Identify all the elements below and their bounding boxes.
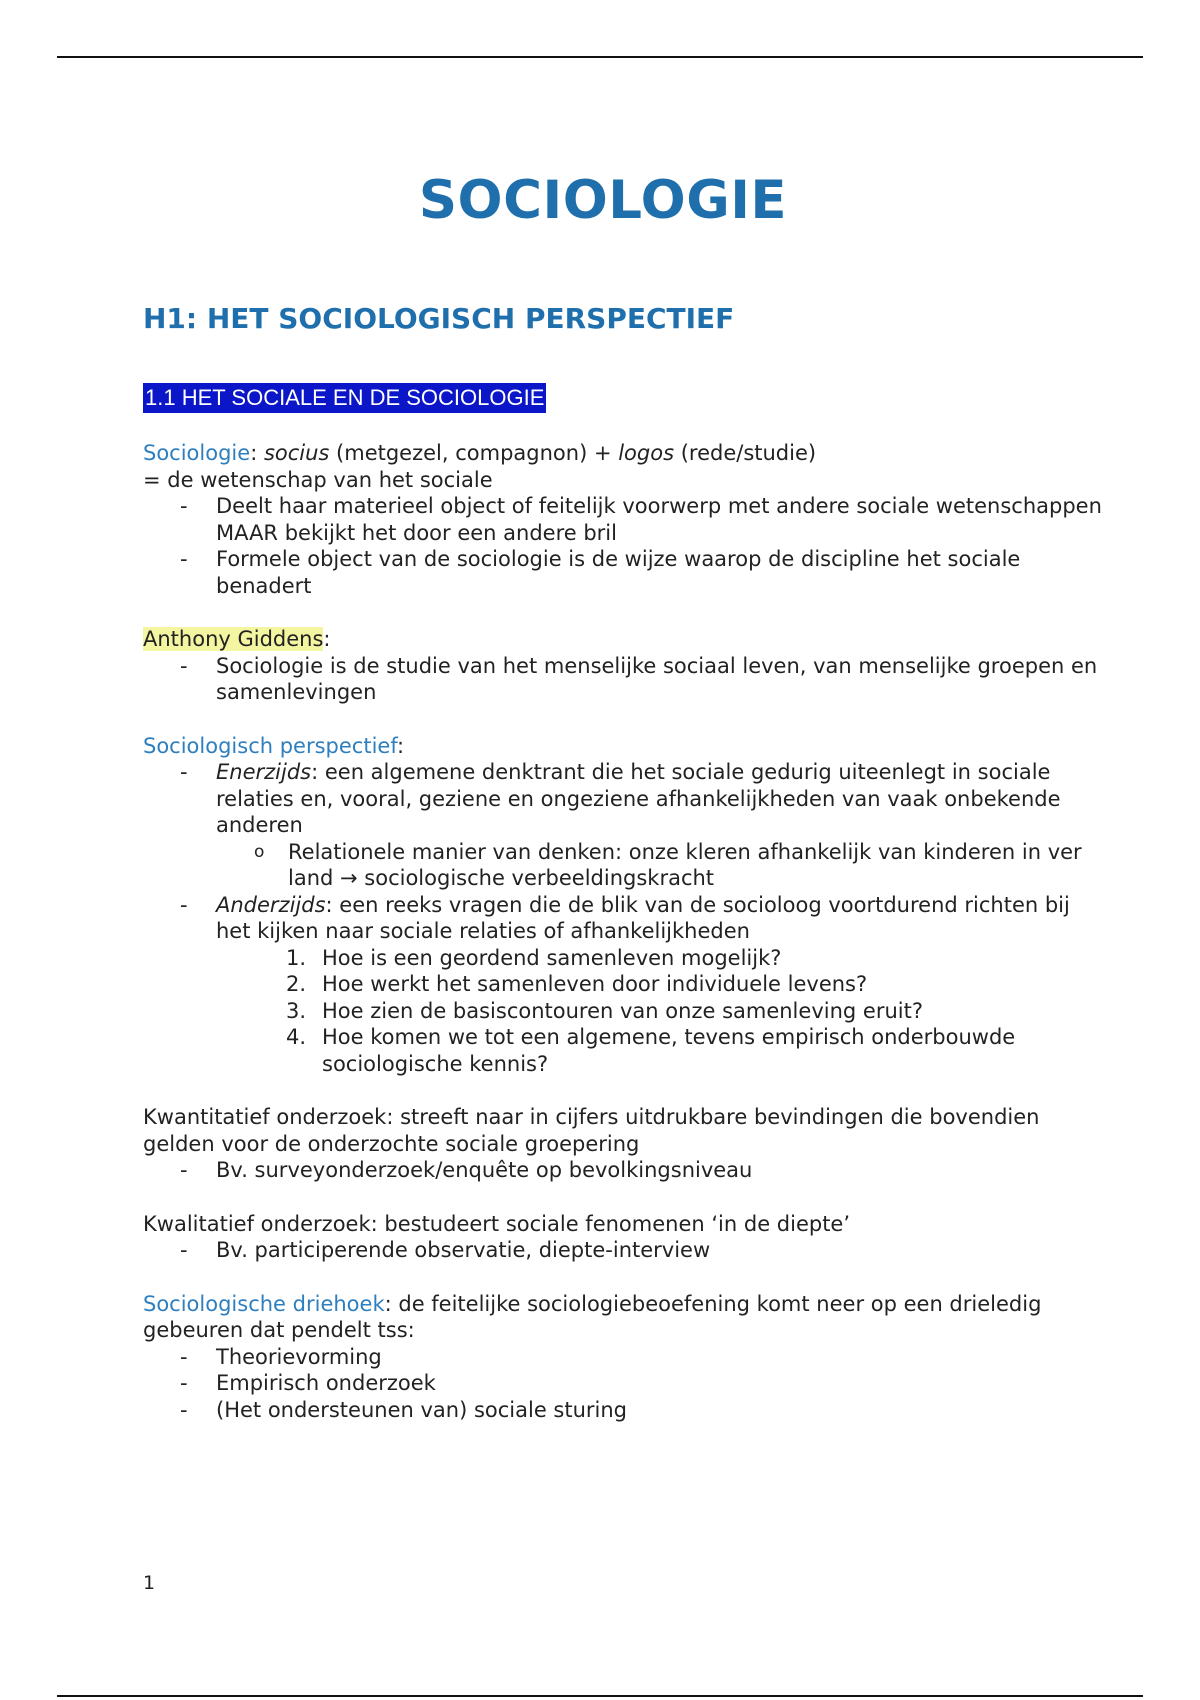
- dash-bullet: -: [180, 653, 188, 678]
- dash-bullet: -: [180, 892, 188, 917]
- driehoek-line: Sociologische driehoek: de feitelijke sociologiebeoefening komt neer op een drieledig gebeuren dat pendelt tss:: [143, 1291, 1042, 1342]
- list-item: - Bv. surveyonderzoek/enquête op bevolkingsniveau: [180, 1158, 753, 1182]
- dash-bullet: -: [180, 1238, 188, 1262]
- kwalitatief-line: Kwalitatief onderzoek: bestudeert sociale fenomenen ‘in de diepte’: [143, 1211, 851, 1236]
- list-item: - Enerzijds: een algemene denktrant die het sociale gedurig uiteenlegt in sociale relaties en, vooral, geziene en ongeziene afhankelijkheden van vaak onbekende anderen: [180, 760, 1061, 837]
- term-driehoek: Sociologische driehoek: [143, 1291, 385, 1316]
- term-perspectief: Sociologisch perspectief: [143, 733, 397, 758]
- bottom-rule: [57, 1695, 1143, 1697]
- dash-bullet: -: [180, 1344, 188, 1369]
- page-number: 1: [143, 1572, 156, 1594]
- list-item: - Formele object van de sociologie is de wijze waarop de discipline het sociale benadert: [180, 547, 1021, 598]
- list-item: - Empirisch onderzoek: [180, 1371, 436, 1395]
- perspectief-line: Sociologisch perspectief:: [143, 733, 405, 758]
- list-item: - Deelt haar materieel object of feitelijk voorwerp met andere sociale wetenschappen MAAR bekijkt het door een andere bril: [180, 494, 1102, 545]
- numbered-item: 1. Hoe is een geordend samenleven mogelijk?: [286, 945, 782, 970]
- circle-bullet: o: [254, 841, 265, 862]
- list-item: - Bv. participerende observatie, diepte-interview: [180, 1238, 711, 1262]
- numbered-item: 2. Hoe werkt het samenleven door individuele levens?: [286, 972, 868, 996]
- dash-bullet: -: [180, 1158, 188, 1182]
- list-item: - (Het ondersteunen van) sociale sturing: [180, 1397, 628, 1422]
- section-heading: 1.1 HET SOCIALE EN DE SOCIOLOGIE: [143, 383, 546, 413]
- dash-bullet: -: [180, 494, 188, 518]
- document-title: SOCIOLOGIE: [418, 170, 788, 231]
- dash-bullet: -: [180, 547, 188, 571]
- kwantitatief-line: Kwantitatief onderzoek: streeft naar in cijfers uitdrukbare bevindingen die bovendien gelden voor de onderzochte sociale groepering: [143, 1105, 1040, 1156]
- dash-bullet: -: [180, 760, 188, 784]
- dash-bullet: -: [180, 1371, 188, 1395]
- list-item: - Anderzijds: een reeks vragen die de blik van de socioloog voortdurend richten bij het kijken naar sociale relaties of afhankelijkheden: [180, 892, 1070, 943]
- dash-bullet: -: [180, 1397, 188, 1422]
- sub-list-item: o Relationele manier van denken: onze kleren afhankelijk van kinderen in ver land → sociologische verbeeldingskracht: [254, 839, 1082, 890]
- term-sociologie: Sociologie: [143, 441, 251, 465]
- definition-line: = de wetenschap van het sociale: [143, 467, 493, 492]
- list-item: - Theorievorming: [180, 1344, 382, 1369]
- numbered-item: 3. Hoe zien de basiscontouren van onze samenleving eruit?: [286, 998, 923, 1023]
- top-rule: [57, 56, 1143, 58]
- term-giddens: Anthony Giddens: [143, 627, 324, 651]
- body-text: [143, 440, 1103, 1423]
- sociologie-line: Sociologie: socius (metgezel, compagnon) + logos (rede/studie): [143, 441, 817, 465]
- giddens-line: Anthony Giddens:: [143, 627, 331, 651]
- chapter-heading: H1: HET SOCIOLOGISCH PERSPECTIEF: [143, 302, 735, 335]
- list-item: - Sociologie is de studie van het menselijke sociaal leven, van menselijke groepen en samenlevingen: [180, 653, 1098, 704]
- numbered-item: 4. Hoe komen we tot een algemene, tevens empirisch onderbouwde sociologische kennis?: [286, 1025, 1016, 1076]
